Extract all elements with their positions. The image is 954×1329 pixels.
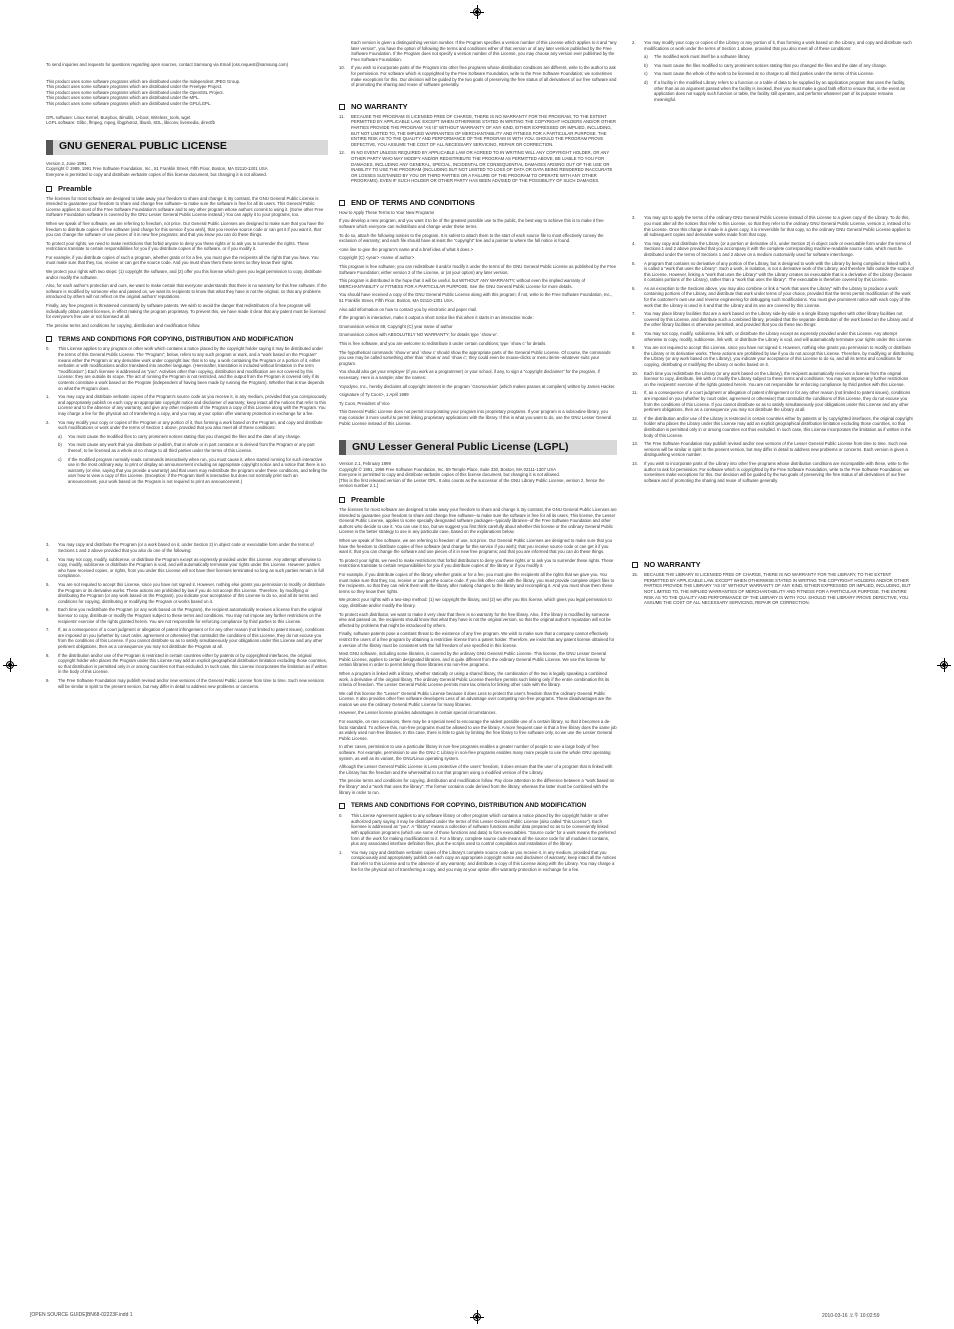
item-text: The modified work must itself be a software library. [654, 54, 751, 60]
item-text: If the distribution and/or use of the Program is restricted in certain countries either by patents or by copyrighted interfaces, the original copyright holder who places the Program under this License may add an explicit geographical distribution limitation excluding those countries, so that distribution is permitted only in or among countries not thus excluded. In such case, this License incorporates the limitation as if written in the body of this License. [58, 652, 328, 675]
gpl-preamble-body [46, 196, 328, 329]
lgpl-version: Version 2.1, February 1999 [339, 461, 391, 467]
gpl-terms-2-sublist [46, 434, 328, 485]
item-number: 2. [46, 419, 50, 425]
lgpl-verbatim-notice: Everyone is permitted to copy and distribute verbatim copies of this license document, but changing it is not allowed. [339, 472, 560, 478]
item-number: 12. [632, 415, 638, 421]
lgpl-version-note: [This is the first released version of the Lesser GPL. It also counts as the successor of the GNU Library Public License, version 2, hence the version number 2.1.] [339, 477, 605, 489]
end-of-terms-heading [339, 200, 617, 206]
item-text: BECAUSE THE LIBRARY IS LICENSED FREE OF CHARGE, THERE IS NO WARRANTY FOR THE LIBRARY, TO THE EXTENT PERMITTED BY APPLICABLE LAW. EXCEPT WHEN OTHERWISE STATED IN WRITING THE COPYRIGHT HOLDERS AND/OR OTHER PARTIES PROVIDE THE LIBRARY "AS IS" WITHOUT WARRANTY OF ANY KIND, EITHER EXPRESSED OR IMPLIED, INCLUDING, BUT NOT LIMITED TO, THE IMPLIED WARRANTIES OF MERCHANTABILITY AND FITNESS FOR A PARTICULAR PURPOSE. THE ENTIRE RISK AS TO THE QUALITY AND PERFORMANCE OF THE LIBRARY IS WITH YOU. SHOULD THE LIBRARY PROVE DEFECTIVE, YOU ASSUME THE COST OF ALL NECESSARY SERVICING, REPAIR OR CORRECTION. [644, 572, 911, 606]
numbered-item [46, 678, 328, 689]
numbered-item [46, 582, 328, 604]
paragraph: This is free software, and you are welcome to redistribute it under certain conditions; type `show c' for details. [339, 340, 547, 346]
item-text: You may not copy, modify, sublicense, or distribute the Program except as expressly provided under this License. Any attempt otherwise to copy, modify, sublicense or distribute the Program is void, and will automatically terminate your rights under this License. However, parties who have received copies, or rights, from you under this License will not have their licenses terminated so long as such parties remain in full compliance. [58, 556, 324, 579]
end-of-terms-body [339, 218, 617, 426]
numbered-item [632, 241, 914, 258]
paragraph: To do so, attach the following notices to the program. It is safest to attach them to the start of each source file to most effectively convey the exclusion of warranty; and each file should have at least the "copyright" line and a pointer to where the full notice is found. [339, 232, 604, 244]
item-text: You may copy and distribute the Library (or a portion or derivative of it, under Section 2) in object code or executable form under the terms of Sections 1 and 2 above provided that you accompany it with the complete corresponding machine-readable source code, which must be distributed under the terms of Sections 1 and 2 above on a medium customarily used for software interchange. [644, 240, 911, 257]
end-subtitle: How to Apply These Terms to Your New Programs [339, 209, 435, 215]
gpl-copyright: Copyright © 1989, 1991 Free Software Foundation, Inc., 51 Franklin Street, Fifth Floor, Boston, MA 02110-1301 USA [46, 166, 268, 172]
numbered-item [339, 114, 617, 148]
paragraph: This program is free software; you can redistribute it and/or modify it under the terms of the GNU General Public License as published by the Free Software Foundation; either version 2 of the License, or (at your option) any later version. [339, 264, 617, 275]
item-text: If you wish to incorporate parts of the Program into other free programs whose distribution conditions are different, write to the author to ask for permission. For software which is copyrighted by the Free Software Foundation, write to the Free Software Foundation; we sometimes make exceptions for this. Our decision will be guided by the two goals of preserving the free status of all derivatives of our free software and of promoting the sharing and reuse of software generally. [351, 65, 617, 88]
item-number: 6. [46, 607, 50, 613]
lgpl-title-banner [339, 440, 617, 455]
numbered-item [632, 441, 914, 458]
item-number: 0. [339, 813, 343, 819]
item-text: You may copy and distribute verbatim copies of the Library's complete source code as you receive it, in any medium, provided that you conspicuously and appropriately publish on each copy an appropriate copyright notice and disclaimer of warranty; keep intact all the notices that refer to this License and to the absence of any warranty; and distribute a copy of this License along with the Library. You may charge a fee for the physical act of transferring a copy, and you may at your option offer warranty protection in exchange for a fee. [351, 849, 617, 872]
checkbox-icon [339, 497, 345, 503]
item-number: 14. [632, 460, 638, 466]
paragraph: The hypothetical commands `show w' and `show c' should show the appropriate parts of the General Public License. Of course, the commands you use may be called something other than `show w' and `show c'; they could even be mouse-clicks or menu items--whatever suits your program. [339, 349, 611, 366]
item-text: The Free Software Foundation may publish revised and/or new versions of the Lesser General Public License from time to time. Such new versions will be similar in spirit to the present version, but may differ in detail to address new problems or concerns. Each version is given a distinguishing version number. [644, 441, 908, 458]
print-footer-left: [OPEN SOURCE GUIDE]BN68-02223F.indd 1 [30, 1312, 133, 1318]
column-middle [339, 40, 617, 875]
item-number: 9. [632, 345, 636, 351]
item-number: 5. [632, 260, 636, 266]
checkbox-icon [46, 186, 52, 192]
lgpl-copyright: Copyright © 1991, 1999 Free Software Foundation, Inc. 59 Temple Place, Suite 330, Boston, MA 02111-1307 USA [339, 466, 556, 472]
item-number: 7. [632, 311, 636, 317]
lettered-subitem [644, 80, 914, 102]
column-right [632, 40, 914, 609]
numbered-item [632, 371, 914, 388]
paragraph: Also add information on how to contact you by electronic and paper mail. [339, 306, 478, 312]
lgpl-preamble-heading [339, 497, 617, 503]
numbered-item [632, 345, 914, 367]
registration-mark-right [937, 658, 951, 672]
item-number: 1. [46, 394, 50, 400]
item-text: If, as a consequence of a court judgment or allegation of patent infringement or for any other reason (not limited to patent issues), conditions are imposed on you (whether by court order, agreement or otherwise) that contradict the conditions of this License, they do not excuse you from the conditions of this License. If you cannot distribute so as to satisfy simultaneously your obligations under this License and any other pertinent obligations, then as a consequence you may not distribute the Program at all. [58, 627, 325, 649]
paragraph: The licenses for most software are designed to take away your freedom to share and change it. By contrast, the GNU General Public Licenses are intended to guarantee your freedom to share and change free software--to make sure the software is free for all its users. This license, the Lesser General Public License, applies to some specially designated software packages--typically libraries--of the Free Software Foundation and other authors who decide to use it. You can use it too, but we suggest you first think carefully about whether this license or the ordinary General Public License is the better strategy to use in any particular case, based on the explanations below. [339, 507, 617, 535]
item-number: 12. [339, 150, 345, 156]
banner-accent [46, 140, 53, 155]
lettered-subitem [58, 442, 328, 453]
paragraph: Also, for each author's protection and ours, we want to make certain that everyone understands that there is no warranty for this free software. If the software is modified by someone else and passed on, we want its recipients to know that what they have is not the original, so that any problems introduced by others will not reflect on the original authors' reputations. [46, 283, 327, 300]
item-number: 8. [46, 652, 50, 658]
gpl-terms-heading [46, 336, 328, 342]
item-text: You must cause the files modified to carry prominent notices stating that you changed the files and the date of any change. [654, 62, 887, 68]
numbered-item [46, 653, 328, 675]
paragraph: Each version is given a distinguishing version number. If the Program specifies a version number of this License which applies to it and "any later version", you have the option of following the terms and conditions either of that version or of any later version published by the Free Software Foundation. If the Program does not specify a version number of this License, you may choose any version ever published by the Free Software Foundation. [351, 40, 617, 62]
numbered-item [339, 65, 617, 87]
section-title: TERMS AND CONDITIONS FOR COPYING, DISTRIBUTION AND MODIFICATION [58, 335, 294, 343]
checkbox-icon [46, 336, 52, 342]
paragraph: Copyright (C) <year> <name of author> [339, 255, 415, 261]
item-number: b) [58, 442, 62, 448]
item-number: d) [644, 79, 648, 85]
numbered-item [46, 394, 328, 416]
gpl-nowarranty-heading [339, 101, 617, 111]
item-text: Each time you redistribute the Library (or any work based on the Library), the recipient automatically receives a license from the original licensor to copy, distribute, link with or modify the Library subject to these terms and conditions. You may not impose any further restrictions on the recipients' exercise of the rights granted herein. You are not responsible for enforcing compliance by third parties with this License. [644, 370, 909, 387]
lgpl-preamble-body [339, 507, 617, 795]
paragraph: When a program is linked with a library, whether statically or using a shared library, the combination of the two is legally speaking a combined work, a derivative of the original library. The ordinary General Public License therefore permits such linking only if the entire combination fits its criteria of freedom. The Lesser General Public License permits more lax criteria for linking other code with the library. [339, 670, 610, 688]
lettered-subitem [644, 54, 914, 60]
lgpl-terms-continued [632, 215, 914, 483]
item-text: If the distribution and/or use of the Library is restricted in certain countries either by patents or by copyrighted interfaces, the original copyright holder who places the Library under this License may add an explicit geographical distribution limitation excluding those countries, so that distribution is permitted only in or among countries not thus excluded. In such case, this License incorporates the limitation as if written in the body of this License. [644, 415, 913, 438]
numbered-item [632, 261, 914, 283]
paragraph: Ty Coon, President of Vice [339, 400, 390, 406]
gpl-version: Version 2, June 1991 [46, 160, 87, 166]
paragraph: This product uses some software programs which are distributed under the OpenSSL Project. [46, 89, 224, 95]
numbered-item [339, 150, 617, 184]
item-number: 10. [339, 65, 345, 71]
product-notice-list [46, 79, 328, 107]
item-number: 3. [632, 215, 636, 221]
numbered-item [632, 40, 914, 51]
checkbox-icon [339, 803, 345, 809]
item-number: 8. [632, 331, 636, 337]
lgpl-nowarranty-heading [632, 562, 914, 568]
banner-accent [339, 440, 346, 455]
item-number: 10. [632, 370, 638, 376]
gpl-nowarranty-list [339, 114, 617, 184]
paragraph: This product uses some software programs which are distributed under the Freetype Project. [46, 84, 223, 90]
paragraph: You should also get your employer (if you work as a programmer) or your school, if any, to sign a "copyright disclaimer" for the program, if necessary. Here is a sample; alter the names: [339, 369, 600, 380]
checkbox-icon [339, 200, 345, 206]
paragraph: The precise terms and conditions for copying, distribution and modification follow. Pay close attention to the difference between a "work based on the library" and a "work that uses the library". The former contains code derived from the library, whereas the latter must be combined with the library in order to run. [339, 778, 615, 795]
item-number: c) [58, 456, 62, 462]
numbered-item [46, 542, 328, 553]
gpl-terms-rest [46, 542, 328, 689]
paragraph: To protect your rights, we need to make restrictions that forbid anyone to deny you these rights or to ask you to surrender the rights. These restrictions translate to certain responsibilities for you if you distribute copies of the software, or if you modify it. [46, 240, 309, 252]
numbered-item [46, 346, 328, 391]
paragraph: You should have received a copy of the GNU General Public License along with this program; if not, write to the Free Software Foundation, Inc., 51 Franklin Street, Fifth Floor, Boston, MA 02110-1301 USA. [339, 292, 613, 303]
section-title: TERMS AND CONDITIONS FOR COPYING, DISTRIBUTION AND MODIFICATION [351, 802, 587, 810]
paragraph: The precise terms and conditions for copying, distribution and modification follow. [46, 322, 201, 328]
paragraph: <signature of Ty Coon>, 1 April 1989 [339, 392, 409, 398]
paragraph: <one line to give the program's name and a brief idea of what it does.> [339, 246, 474, 252]
lgpl-nowarranty-list [632, 572, 914, 606]
numbered-item [632, 416, 914, 438]
paragraph: Yoyodyne, Inc., hereby disclaims all copyright interest in the program `Gnomovision' (which makes passes at compilers) written by James Hacker. [339, 383, 616, 389]
item-text: If the modified program normally reads commands interactively when run, you must cause it, when started running for such interactive use in the most ordinary way, to print or display an announcement including an appropriate copyright notice and a notice that there is no warranty (or else, saying that you provide a warranty) and that users may redistribute the program under these conditions, and telling the user how to view a copy of this License. (Exception: if the Program itself is interactive but does not normally print such an announcement, your work based on the Program is not required to print an announcement.) [68, 456, 328, 484]
item-number: 4. [632, 240, 636, 246]
paragraph: When we speak of free software, we are referring to freedom of use, not price. Our General Public Licenses are designed to make sure that you have the freedom to distribute copies of free software (and charge for this service if you wish); that you receive source code or can get it if you want it; that you can change the software and use pieces of it in new free programs; and that you are informed that you can do these things. [339, 538, 612, 555]
gpl-verbatim-notice: Everyone is permitted to copy and distribute verbatim copies of this license document, but changing it is not allowed. [46, 171, 267, 177]
paragraph: This program is distributed in the hope that it will be useful, but WITHOUT ANY WARRANTY; without even the implied warranty of MERCHANTABILITY or FITNESS FOR A PARTICULAR PURPOSE. See the GNU General Public License for more details. [339, 278, 586, 289]
registration-mark-bottom [470, 1310, 484, 1324]
column-left [46, 62, 328, 692]
registration-mark-top [470, 5, 484, 19]
paragraph: Gnomovision comes with ABSOLUTELY NO WARRANTY; for details type `show w'. [339, 332, 498, 338]
numbered-item [632, 311, 914, 328]
paragraph: In other cases, permission to use a particular library in non-free programs enables a greater number of people to use a large body of free software. For example, permission to use the GNU C Library in non-free programs enables many more people to use the whole GNU operating system, as well as its variant, the GNU/Linux operating system. [339, 744, 611, 761]
print-footer-right: 2010-03-16 오후 10:02:59 [822, 1313, 880, 1319]
section-title: Preamble [58, 183, 92, 193]
item-text: This License Agreement applies to any software library or other program which contains a notice placed by the copyright holder or other authorized party saying it may be distributed under the terms of this Lesser General Public License (also called "this License"). Each licensee is addressed as "you". A "library" means a collection of software functions and/or data prepared so as to be conveniently linked with application programs (which use some of those functions and data) to form executables. "Source code" for a work means the preferred form of the work for making modifications to it. For a library, complete source code means all the source code for all modules it contains, plus any associated interface definition files, plus the scripts used to control compilation and installation of the library. [351, 813, 616, 847]
item-number: 9. [46, 677, 50, 683]
paragraph: This product uses some software programs which are distributed under the Independent JPEG Group. [46, 78, 241, 84]
paragraph: When we speak of free software, we are referring to freedom, not price. Our General Public Licenses are designed to make sure that you have the freedom to distribute copies of free software (and charge for this service if you wish), that you receive source code or can get it if you want it, that you can change the software or use pieces of it in new free programs; and that you know you can do these things. [46, 220, 324, 238]
item-text: This License applies to any program or other work which contains a notice placed by the copyright holder saying it may be distributed under the terms of this General Public License. The "Program", below, refers to any such program or work, and a "work based on the Program" means either the Program or any derivative work under copyright law: that is to say, a work containing the Program or a portion of it, either verbatim or with modifications and/or translated into another language. (Hereinafter, translation is included without limitation in the term "modification".) Each licensee is addressed as "you". Activities other than copying, distribution and modification are not covered by this License; they are outside its scope. The act of running the Program is not restricted, and the output from the Program is covered only if its contents constitute a work based on the Program (independent of having been made by running the Program). Whether that is true depends on what the Program does. [58, 346, 325, 391]
numbered-item [339, 813, 617, 847]
paragraph: If you develop a new program, and you want it to be of the greatest possible use to the public, the best way to achieve this is to make it free software which everyone can redistribute and change under these terms. [339, 218, 604, 230]
lgpl-terms-heading [339, 803, 617, 809]
item-number: c) [644, 71, 648, 77]
paragraph: For example, if you distribute copies of such a program, whether gratis or for a fee, you must give the recipients all the rights that you have. You must make sure that they, too, receive or can get the source code. And you must show them these terms so they know their rights. [46, 254, 319, 266]
paragraph: Finally, any free program is threatened constantly by software patents. We wish to avoid the danger that redistributors of a free program will individually obtain patent licenses, in effect making the program proprietary. To prevent this, we have made it clear that any patent must be licensed for everyone's free use or not licensed at all. [46, 303, 326, 320]
section-title: NO WARRANTY [644, 560, 701, 570]
paragraph: The licenses for most software are designed to take away your freedom to share and change it. By contrast, the GNU General Public License is intended to guarantee your freedom to share and change free software--to make sure the software is free for all its users. This General Public License applies to most of the Free Software Foundation's software and to any other program whose authors commit to using it. (Some other Free Software Foundation software is covered by the GNU Lesser General Public License instead.) You can apply it to your programs, too. [46, 195, 324, 218]
item-number: 7. [46, 627, 50, 633]
paragraph: This General Public License does not permit incorporating your program into proprietary programs. If your program is a subroutine library, you may consider it more useful to permit linking proprietary applications with the library. If this is what you want to do, use the GNU Lesser General Public License instead of this License. [339, 409, 612, 426]
item-number: 15. [632, 572, 638, 578]
item-text: You may not copy, modify, sublicense, link with, or distribute the Library except as expressly provided under this License. Any attempt otherwise to copy, modify, sublicense, link with, or distribute the Library is void, and will automatically terminate your rights under this License. [644, 331, 913, 342]
paragraph: We call this license the "Lesser" General Public License because it does Less to protect the user's freedom than the ordinary General Public License. It also provides other free software developers Less of an advantage over competing non-free programs. These disadvantages are the reason we use the ordinary General Public License for many libraries. [339, 690, 612, 707]
paragraph: We protect your rights with a two-step method: (1) we copyright the library, and (2) we offer you this license, which gives you legal permission to copy, distribute and/or modify the library. [339, 597, 612, 608]
item-text: You may place library facilities that are a work based on the Library side-by-side in a single library together with other library facilities not covered by this License, and distribute such a combined library, provided that the separate distribution of the work based on the Library and of the other library facilities is otherwise permitted, and provided that you do these two things: [644, 311, 914, 328]
gpl-continued-text [351, 40, 617, 62]
lettered-subitem [58, 457, 328, 485]
item-text: You may modify your copy or copies of the Library or any portion of it, thus forming a work based on the Library, and copy and distribute such modifications or work under the terms of Section 1 above, provided that you also meet all of these conditions: [644, 40, 912, 51]
numbered-item [46, 420, 328, 431]
item-number: 13. [632, 441, 638, 447]
item-number: 0. [46, 346, 50, 352]
item-text: You must cause the modified files to carry prominent notices stating that you changed the files and the date of any change. [68, 433, 301, 439]
item-text: If, as a consequence of a court judgment or allegation of patent infringement or for any other reason (not limited to patent issues), conditions are imposed on you (whether by court order, agreement or otherwise) that contradict the conditions of this License, they do not excuse you from the conditions of this License. If you cannot distribute so as to satisfy simultaneously your obligations under this License and any other pertinent obligations, then as a consequence you may not distribute the Library at all. [644, 390, 911, 413]
lettered-subitem [644, 71, 914, 77]
numbered-item [46, 627, 328, 649]
item-text: Each time you redistribute the Program (or any work based on the Program), the recipient automatically receives a license from the original licensor to copy, distribute or modify the Program subject to these terms and conditions. You may not impose any further restrictions on the recipients' exercise of the rights granted herein. You are not responsible for enforcing compliance by third parties to this License. [58, 607, 322, 624]
item-text: You may opt to apply the terms of the ordinary GNU General Public License instead of this License to a given copy of the Library. To do this, you must alter all the notices that refer to this License, so that they refer to the ordinary GNU General Public License, version 2, instead of to this License. Once this change is made in a given copy, it is irreversible for that copy, so the ordinary GNU General Public License applies to all subsequent copies and derivative works made from that copy. [644, 215, 911, 238]
item-text: You may modify your copy or copies of the Program or any portion of it, thus forming a work based on the Program, and copy and distribute such modifications or work under the terms of Section 1 above, provided that you also meet all of these conditions: [58, 419, 323, 431]
checkbox-icon [632, 562, 638, 568]
lgpl-terms-list [339, 813, 617, 872]
gpl-item-10 [339, 65, 617, 87]
lgpl-item-2 [632, 40, 914, 51]
item-number: 2. [632, 40, 636, 45]
gpl-software-list: GPL software: Linux Kernel, Busybox, Binutils, U-boot, Wireless_tools, wget [46, 114, 191, 120]
item-number: 1. [339, 849, 343, 855]
registration-mark-left [3, 658, 17, 672]
lettered-subitem [58, 434, 328, 440]
item-number: 11. [339, 113, 345, 119]
numbered-item [632, 572, 914, 606]
section-title: NO WARRANTY [351, 101, 408, 111]
lettered-subitem [644, 63, 914, 69]
numbered-item [46, 607, 328, 624]
item-number: b) [644, 62, 648, 68]
paragraph: For example, on rare occasions, there may be a special need to encourage the widest possible use of a certain library, so that it becomes a de-facto standard. To achieve this, non-free programs must be allowed to use the library. A more frequent case is that a free library does the same job as widely used non-free libraries. In this case, there is little to gain by limiting the free library to free software only, so we use the Lesser General Public License. [339, 719, 617, 741]
paragraph: We protect your rights with two steps: (1) copyright the software, and (2) offer you this license which gives you legal permission to copy, distribute and/or modify the software. [46, 269, 322, 280]
numbered-item [632, 286, 914, 308]
paragraph: If the program is interactive, make it output a short notice like this when it starts in an interactive mode: [339, 315, 534, 321]
item-number: 3. [46, 542, 50, 548]
item-text: BECAUSE THE PROGRAM IS LICENSED FREE OF CHARGE, THERE IS NO WARRANTY FOR THE PROGRAM, TO THE EXTENT PERMITTED BY APPLICABLE LAW. EXCEPT WHEN OTHERWISE STATED IN WRITING THE COPYRIGHT HOLDERS AND/OR OTHER PARTIES PROVIDE THE PROGRAM "AS IS" WITHOUT WARRANTY OF ANY KIND, EITHER EXPRESSED OR IMPLIED, INCLUDING, BUT NOT LIMITED TO, THE IMPLIED WARRANTIES OF MERCHANTABILITY AND FITNESS FOR A PARTICULAR PURPOSE. THE ENTIRE RISK AS TO THE QUALITY AND PERFORMANCE OF THE PROGRAM IS WITH YOU. SHOULD THE PROGRAM PROVE DEFECTIVE, YOU ASSUME THE COST OF ALL NECESSARY SERVICING, REPAIR OR CORRECTION. [351, 113, 617, 147]
numbered-item [632, 390, 914, 412]
paragraph: To protect your rights, we need to make restrictions that forbid distributors to deny you these rights or to ask you to surrender these rights. These restrictions translate to certain responsibilities for you if you distribute copies of the library or if you modify it. [339, 557, 614, 569]
paragraph: To protect each distributor, we want to make it very clear that there is no warranty for the free library. Also, if the library is modified by someone else and passed on, the recipients should know that what they have is not the original version, so that the original author's reputation will not be affected by problems that might be introduced by others. [339, 611, 611, 628]
numbered-item [632, 331, 914, 342]
gpl-terms-list [46, 346, 328, 430]
item-text: If you wish to incorporate parts of the Library into other free programs whose distribution conditions are incompatible with these, write to the author to ask for permission. For software which is copyrighted by the Free Software Foundation, write to the Free Software Foundation; we sometimes make exceptions for this. Our decision will be guided by the two goals of preserving the free status of all derivatives of our free software and of promoting the sharing and reuse of software generally. [644, 460, 910, 483]
numbered-item [339, 850, 617, 872]
section-title: END OF TERMS AND CONDITIONS [351, 198, 475, 208]
numbered-item [632, 215, 914, 237]
lgpl-software-list: LGPL software: Glibc, ffmpeg, mpeg, libgphoto2, libusb, SDL, libiconv, livemedia, directfb [46, 120, 216, 126]
item-text: A program that contains no derivative of any portion of the Library, but is designed to work with the Library by being compiled or linked with it, is called a "work that uses the Library". Such a work, in isolation, is not a derivative work of the Library, and therefore falls outside the scope of this License. However, linking a "work that uses the Library" with the Library creates an executable that is a derivative of the Library (because it contains portions of the Library), rather than a "work that uses the library". The executable is therefore covered by this License. [644, 260, 914, 283]
numbered-item [46, 557, 328, 579]
lgpl-title: GNU Lesser General Public License (LGPL) [352, 440, 569, 453]
paragraph: This product uses some software programs which are distributed under the MPL. [46, 95, 200, 101]
gpl-preamble-heading [46, 183, 328, 193]
item-text: As an exception to the Sections above, you may also combine or link a "work that uses the Library" with the Library to produce a work containing portions of the Library, and distribute that work under terms of your choice, provided that the terms permit modification of the work for the customer's own use and reverse engineering for debugging such modifications. You must give prominent notice with each copy of the work that the Library is used in it and that the Library and its use are covered by this License. [644, 285, 911, 308]
gpl-title-banner [46, 140, 328, 155]
item-number: a) [58, 433, 62, 439]
item-number: 5. [46, 582, 50, 588]
item-number: a) [644, 54, 648, 60]
item-text: The Free Software Foundation may publish revised and/or new versions of the General Public License from time to time. Such new versions will be similar in spirit to the present version, but may differ in detail to address new problems or concerns. [58, 677, 325, 689]
item-number: 6. [632, 285, 636, 291]
contact-intro: To send inquiries and requests for questions regarding open sources, contact Samsung via Email (oss.request@samsung.com) [46, 62, 289, 67]
paragraph: For example, if you distribute copies of the library, whether gratis or for a fee, you must give the recipients all the rights that we gave you. You must make sure that they, too, receive or can get the source code. If you link other code with the library, you must provide complete object files to the recipients, so that they can relink them with the library after making changes to the library and recompiling it. And you must show them these terms so they know their rights. [339, 572, 615, 594]
item-text: You are not required to accept this License, since you have not signed it. However, nothing else grants you permission to modify or distribute the Library or its derivative works. These actions are prohibited by law if you do not accept this License. Therefore, by modifying or distributing the Library (or any work based on the Library), you indicate your acceptance of this License to do so, and all its terms and conditions for copying, distributing or modifying the Library or works based on it. [644, 345, 914, 367]
section-title: Preamble [351, 495, 385, 505]
numbered-item [632, 461, 914, 483]
item-text: You must cause the whole of the work to be licensed at no charge to all third parties under the terms of this License. [654, 71, 875, 77]
lgpl-item-2-sublist [632, 54, 914, 102]
item-number: 11. [632, 390, 638, 396]
item-text: You must cause any work that you distribute or publish, that in whole or in part contains or is derived from the Program or any part thereof, to be licensed as a whole at no charge to all third parties under the terms of this License. [68, 442, 315, 453]
paragraph: This product uses some software programs which are distributed under the GPL/LGPL. [46, 100, 212, 106]
item-text: You may copy and distribute the Program (or a work based on it, under Section 2) in object code or executable form under the terms of Sections 1 and 2 above provided that you also do one of the following: [58, 542, 314, 554]
item-text: IN NO EVENT UNLESS REQUIRED BY APPLICABLE LAW OR AGREED TO IN WRITING WILL ANY COPYRIGHT HOLDER, OR ANY OTHER PARTY WHO MAY MODIFY AND/OR REDISTRIBUTE THE PROGRAM AS PERMITTED ABOVE, BE LIABLE TO YOU FOR DAMAGES, INCLUDING ANY GENERAL, SPECIAL, INCIDENTAL OR CONSEQUENTIAL DAMAGES ARISING OUT OF THE USE OR INABILITY TO USE THE PROGRAM (INCLUDING BUT NOT LIMITED TO LOSS OF DATA OR DATA BEING RENDERED INACCURATE OR LOSSES SUSTAINED BY YOU OR THIRD PARTIES OR A FAILURE OF THE PROGRAM TO OPERATE WITH ANY OTHER PROGRAMS), EVEN IF SUCH HOLDER OR OTHER PARTY HAS BEEN ADVISED OF THE POSSIBILITY OF SUCH DAMAGES. [351, 150, 613, 184]
gpl-title: GNU GENERAL PUBLIC LICENSE [59, 140, 227, 153]
paragraph: Finally, software patents pose a constant threat to the existence of any free program. We wish to make sure that a company cannot effectively restrict the users of a free program by obtaining a restrictive license from a patent holder. Therefore, we insist that any patent license obtained for a version of the library must be consistent with the full freedom of use specified in this license. [339, 631, 615, 648]
item-text: You are not required to accept this License, since you have not signed it. However, nothing else grants you permission to modify or distribute the Program or its derivative works. These actions are prohibited by law if you do not accept this License. Therefore, by modifying or distributing the Program (or any work based on the Program), you indicate your acceptance of this License to do so, and all its terms and conditions for copying, distributing or modifying the Program or works based on it. [58, 582, 325, 604]
item-number: 4. [46, 556, 50, 562]
checkbox-icon [339, 104, 345, 110]
item-text: You may copy and distribute verbatim copies of the Program's source code as you receive it, in any medium, provided that you conspicuously and appropriately publish on each copy an appropriate copyright notice and disclaimer of warranty; keep intact all the notices that refer to this License and to the absence of any warranty; and give any other recipients of the Program a copy of this License along with the Program. You may charge a fee for the physical act of transferring a copy, and you may at your option offer warranty protection in exchange for a fee. [58, 394, 327, 416]
paragraph: Gnomovision version 69, Copyright (C) year name of author [339, 323, 453, 329]
paragraph: Although the Lesser General Public License is Less protective of the users' freedom, it does ensure that the user of a program that is linked with the Library has the freedom and the wherewithal to run that program using a modified version of the Library. [339, 764, 613, 775]
item-text: If a facility in the modified Library refers to a function or a table of data to be supplied by an application program that uses the facility, other than as an argument passed when the facility is invoked, then you must make a good faith effort to ensure that, in the event an application does not supply such function or table, the facility still operates, and performs whatever part of its purpose remains meaningful. [654, 79, 906, 102]
paragraph: Most GNU software, including some libraries, is covered by the ordinary GNU General Public License. This license, the GNU Lesser General Public License, applies to certain designated libraries, and is quite different from the ordinary General Public License. We use this license for certain libraries in order to permit linking those libraries into non-free programs. [339, 651, 607, 668]
paragraph: However, the Lesser license provides advantages in certain special circumstances. [339, 710, 497, 716]
